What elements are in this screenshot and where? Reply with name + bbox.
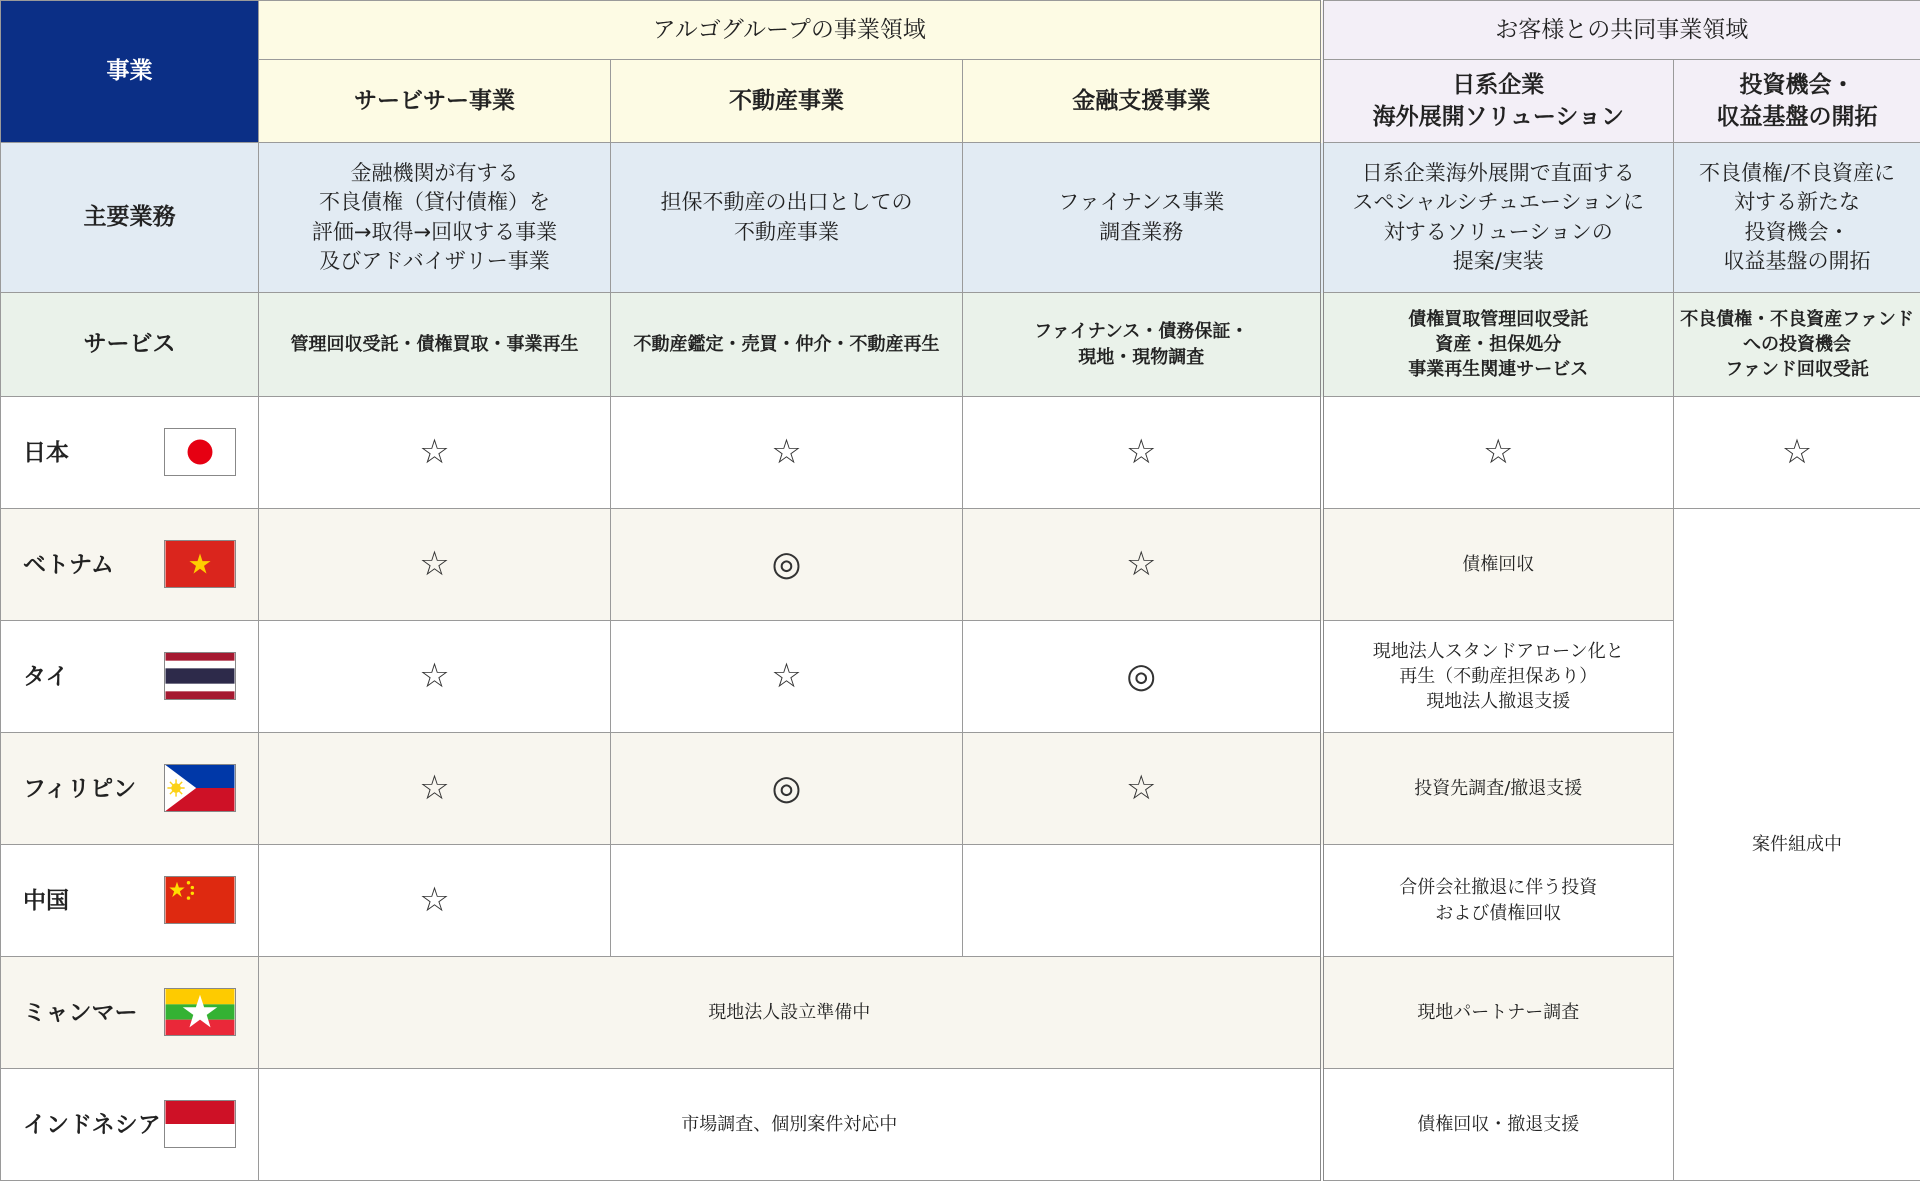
- china-flag-icon: [164, 876, 236, 924]
- cell-symbol: ◎: [963, 621, 1322, 733]
- table-row: [1, 733, 1920, 845]
- services-investment: 不良債権・不良資産ファンド への投資機会 ファンド回収受託: [1674, 293, 1920, 397]
- cell-overseas-text: 現地法人スタンドアローン化と 再生（不動産担保あり） 現地法人撤退支援: [1322, 621, 1674, 733]
- cell-symbol: ☆: [259, 509, 611, 621]
- investment-merged-cell: 案件組成中: [1674, 509, 1920, 1181]
- cell-span-status: 現地法人設立準備中: [259, 957, 1322, 1069]
- country-cell-indonesia: [1, 1069, 259, 1181]
- table-row: [1, 845, 1920, 957]
- cell-empty: [611, 845, 963, 957]
- country-cell-myanmar: [1, 957, 259, 1069]
- cell-overseas-text: 投資先調査/撤退支援: [1322, 733, 1674, 845]
- country-name: インドネシア: [23, 1108, 161, 1140]
- country-name: タイ: [23, 660, 69, 692]
- cell-overseas-text: 債権回収・撤退支援: [1322, 1069, 1674, 1181]
- indonesia-flag-icon: [164, 1100, 236, 1148]
- column-investment: 投資機会・ 収益基盤の開拓: [1674, 60, 1920, 143]
- cell-symbol: ☆: [611, 397, 963, 509]
- japan-flag-icon: [164, 428, 236, 476]
- vietnam-flag-icon: [164, 540, 236, 588]
- services-label: サービス: [1, 293, 259, 397]
- cell-symbol: ☆: [963, 509, 1322, 621]
- main-business-financial: ファイナンス事業 調査業務: [963, 143, 1322, 293]
- cell-overseas-text: 合併会社撤退に伴う投資 および債権回収: [1322, 845, 1674, 957]
- cell-symbol: ☆: [611, 621, 963, 733]
- cell-symbol: ◎: [611, 509, 963, 621]
- column-financial-support: 金融支援事業: [963, 60, 1322, 143]
- main-business-servicer: 金融機関が有する 不良債権（貸付債権）を 評価→取得→回収する事業 及びアドバイザリー事業: [259, 143, 611, 293]
- country-name: ベトナム: [23, 548, 114, 580]
- main-business-investment: 不良債権/不良資産に 対する新たな 投資機会・ 収益基盤の開拓: [1674, 143, 1920, 293]
- column-servicer: サービサー事業: [259, 60, 611, 143]
- table-row: [1, 1069, 1920, 1181]
- cell-span-status: 市場調査、個別案件対応中: [259, 1069, 1322, 1181]
- myanmar-flag-icon: [164, 988, 236, 1036]
- services-overseas: 債権買取管理回収受託 資産・担保処分 事業再生関連サービス: [1322, 293, 1674, 397]
- table-row: [1, 957, 1920, 1069]
- country-cell-vietnam: [1, 509, 259, 621]
- country-name: 中国: [23, 884, 69, 916]
- country-name: 日本: [23, 436, 69, 468]
- country-name: フィリピン: [23, 772, 136, 804]
- country-cell-china: [1, 845, 259, 957]
- country-name: ミャンマー: [23, 996, 138, 1028]
- cell-symbol: ☆: [963, 733, 1322, 845]
- main-business-overseas: 日系企業海外展開で直面する スペシャルシチュエーションに 対するソリューションの 提案/実装: [1322, 143, 1674, 293]
- country-cell-thailand: [1, 621, 259, 733]
- cell-symbol: ☆: [963, 397, 1322, 509]
- philippines-flag-icon: [164, 764, 236, 812]
- table-row: [1, 397, 1920, 509]
- table-row: [1, 621, 1920, 733]
- column-real-estate: 不動産事業: [611, 60, 963, 143]
- country-cell-philippines: [1, 733, 259, 845]
- services-servicer: 管理回収受託・債権買取・事業再生: [259, 293, 611, 397]
- cell-symbol: ☆: [1322, 397, 1674, 509]
- main-business-real-estate: 担保不動産の出口としての 不動産事業: [611, 143, 963, 293]
- cell-symbol: ☆: [259, 397, 611, 509]
- cell-empty: [963, 845, 1322, 957]
- services-real-estate: 不動産鑑定・売買・仲介・不動産再生: [611, 293, 963, 397]
- cell-symbol: ☆: [259, 845, 611, 957]
- country-cell-japan: [1, 397, 259, 509]
- cell-overseas-text: 現地パートナー調査: [1322, 957, 1674, 1069]
- cell-symbol: ◎: [611, 733, 963, 845]
- main-business-label: 主要業務: [1, 143, 259, 293]
- cell-overseas-text: 債権回収: [1322, 509, 1674, 621]
- cell-symbol: ☆: [259, 733, 611, 845]
- group-domain-header: アルゴグループの事業領域: [259, 1, 1322, 60]
- services-financial: ファイナンス・債務保証・ 現地・現物調査: [963, 293, 1322, 397]
- thailand-flag-icon: [164, 652, 236, 700]
- column-overseas-solution: 日系企業 海外展開ソリューション: [1322, 60, 1674, 143]
- table-row: [1, 509, 1920, 621]
- joint-domain-header: お客様との共同事業領域: [1322, 1, 1920, 60]
- cell-symbol: ☆: [1674, 397, 1920, 509]
- cell-symbol: ☆: [259, 621, 611, 733]
- corner-header: 事業: [1, 1, 259, 143]
